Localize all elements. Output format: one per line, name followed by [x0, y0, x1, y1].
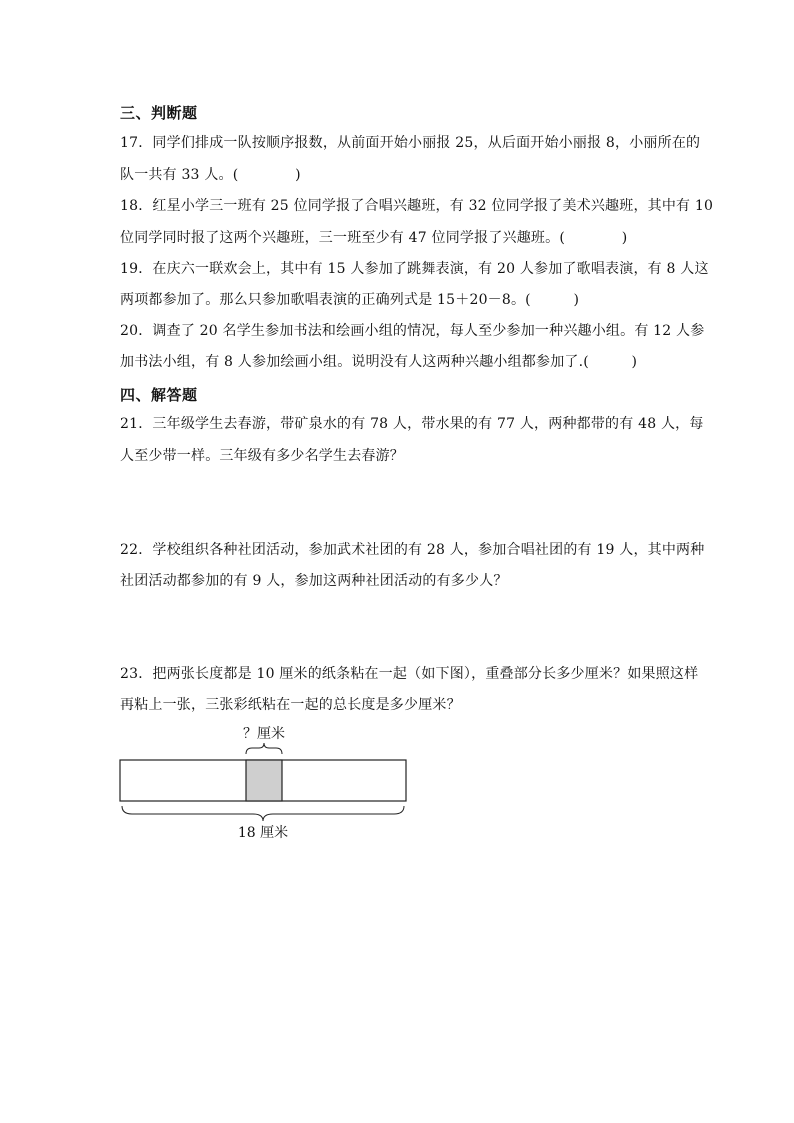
overlap-brace — [246, 743, 282, 754]
overlap-region — [246, 760, 282, 801]
question-23-line-2: 再粘上一张，三张彩纸粘在一起的总长度是多少厘米？ — [120, 697, 461, 713]
question-20-line-1: 20．调查了 20 名学生参加书法和绘画小组的情况，每人至少参加一种兴趣小组。有 12 人参 — [120, 323, 705, 339]
question-22-line-1: 22．学校组织各种社团活动，参加武术社团的有 28 人，参加合唱社团的有 19 人，其中两种 — [120, 542, 705, 558]
overlap-strips-figure — [110, 718, 420, 848]
total-length-brace — [122, 806, 404, 821]
question-21-line-2: 人至少带一样。三年级有多少名学生去春游？ — [120, 448, 404, 464]
total-length-label: 18 厘米 — [237, 825, 289, 841]
question-19-line-2: 两项都参加了。那么只参加歌唱表演的正确列式是 15＋20－8。( ) — [120, 292, 580, 308]
question-17-line-2: 队一共有 33 人。( ) — [120, 167, 301, 183]
overlap-length-label: ？厘米 — [243, 726, 285, 742]
question-18-line-2: 位同学同时报了这两个兴趣班，三一班至少有 47 位同学报了兴趣班。( ) — [120, 230, 628, 246]
question-23-line-1: 23．把两张长度都是 10 厘米的纸条粘在一起（如下图），重叠部分长多少厘米？如果照这样 — [120, 666, 699, 682]
section-title-answer: 四、解答题 — [120, 386, 198, 404]
section-title-judgment: 三、判断题 — [120, 104, 198, 122]
question-21-line-1: 21．三年级学生去春游，带矿泉水的有 78 人，带水果的有 77 人，两种都带的有 48 人，每 — [120, 416, 704, 432]
question-20-line-2: 加书法小组，有 8 人参加绘画小组。说明没有人这两种兴趣小组都参加了.( ) — [120, 354, 638, 370]
question-17-line-1: 17．同学们排成一队按顺序报数，从前面开始小丽报 25，从后面开始小丽报 8，小丽所在的 — [120, 135, 701, 151]
question-22-line-2: 社团活动都参加的有 9 人，参加这两种社团活动的有多少人？ — [120, 573, 508, 589]
question-18-line-1: 18．红星小学三一班有 25 位同学报了合唱兴趣班，有 32 位同学报了美术兴趣班，其中有 10 — [120, 198, 714, 214]
question-19-line-1: 19．在庆六一联欢会上，其中有 15 人参加了跳舞表演，有 20 人参加了歌唱表演，有 8 人这 — [120, 261, 709, 277]
